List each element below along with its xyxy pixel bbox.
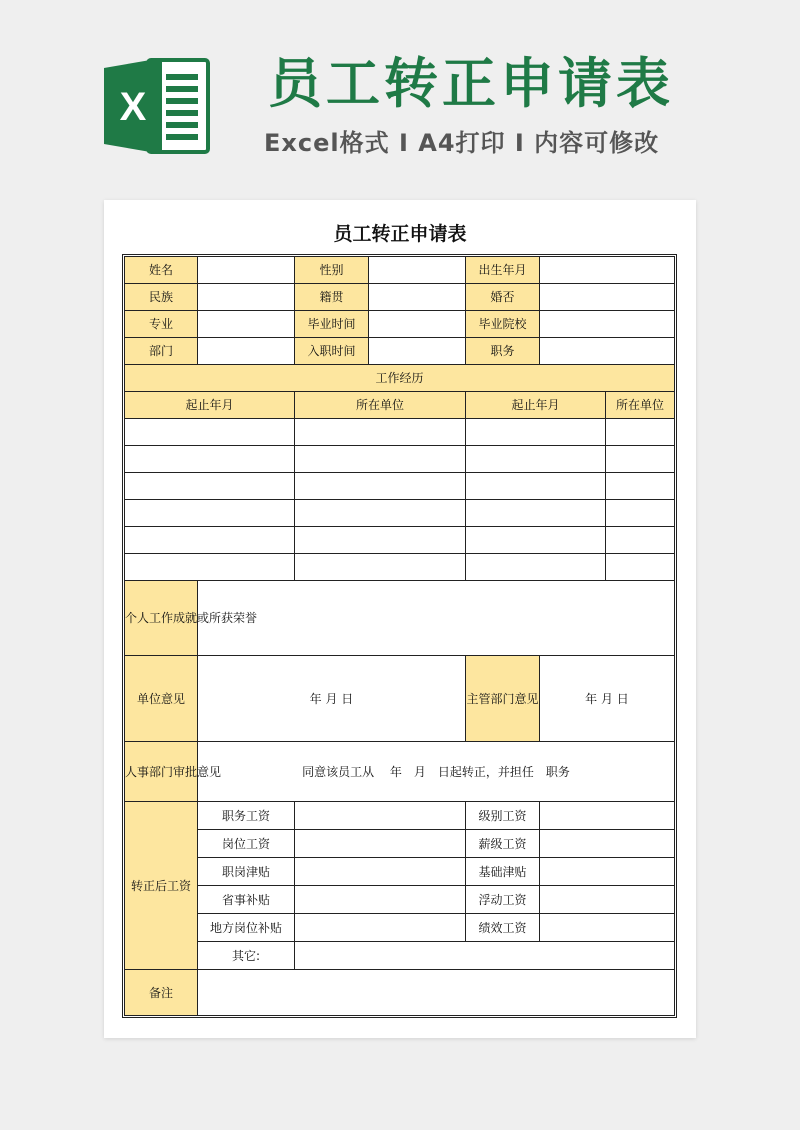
work-cell[interactable]	[125, 527, 295, 554]
work-cell[interactable]	[466, 473, 606, 500]
table-row	[125, 473, 675, 500]
name-label: 姓名	[125, 257, 198, 284]
period-column-2: 起止年月	[466, 392, 606, 419]
salary-item-label: 省事补贴	[198, 886, 295, 914]
table-row	[125, 500, 675, 527]
position-input[interactable]	[540, 338, 675, 365]
salary-item-label: 岗位工资	[198, 830, 295, 858]
hire-date-label: 入职时间	[295, 338, 369, 365]
work-cell[interactable]	[295, 554, 466, 581]
supervisor-opinion-date[interactable]: 年 月 日	[540, 656, 675, 742]
work-cell[interactable]	[466, 554, 606, 581]
achievement-input[interactable]	[198, 581, 675, 656]
work-cell[interactable]	[125, 473, 295, 500]
salary-row	[125, 914, 675, 942]
period-column-1: 起止年月	[125, 392, 295, 419]
work-history-title: 工作经历	[125, 365, 675, 392]
work-cell[interactable]	[295, 473, 466, 500]
work-cell[interactable]	[606, 500, 675, 527]
achievement-label: 个人工作成就或所获荣誉	[125, 581, 198, 656]
hometown-label: 籍贯	[295, 284, 369, 311]
salary-item-label: 基础津贴	[466, 858, 540, 886]
table-row	[125, 554, 675, 581]
basic-row	[125, 257, 675, 284]
banner-subtitle: Excel格式 I A4打印 I 内容可修改	[264, 129, 660, 157]
banner-title: 员工转正申请表	[268, 52, 674, 115]
work-cell[interactable]	[295, 419, 466, 446]
salary-other-label: 其它:	[198, 942, 295, 970]
ethnicity-label: 民族	[125, 284, 198, 311]
basic-row	[125, 338, 675, 365]
work-cell[interactable]	[606, 446, 675, 473]
graduation-time-input[interactable]	[369, 311, 466, 338]
department-input[interactable]	[198, 338, 295, 365]
supervisor-opinion-label: 主管部门意见	[466, 656, 540, 742]
salary-row	[125, 830, 675, 858]
form-table-wrapper	[124, 256, 675, 1016]
work-cell[interactable]	[295, 446, 466, 473]
department-label: 部门	[125, 338, 198, 365]
birth-label: 出生年月	[466, 257, 540, 284]
unit-opinion-label: 单位意见	[125, 656, 198, 742]
remark-row	[125, 970, 675, 1016]
banner	[0, 0, 800, 200]
hire-date-input[interactable]	[369, 338, 466, 365]
birth-input[interactable]	[540, 257, 675, 284]
salary-value[interactable]	[295, 802, 466, 830]
gender-label: 性别	[295, 257, 369, 284]
excel-logo-letter: X	[119, 85, 147, 129]
work-cell[interactable]	[606, 419, 675, 446]
school-label: 毕业院校	[466, 311, 540, 338]
work-cell[interactable]	[295, 500, 466, 527]
remark-label: 备注	[125, 970, 198, 1016]
salary-value[interactable]	[540, 802, 675, 830]
employer-column-1: 所在单位	[295, 392, 466, 419]
hr-approval-label: 人事部门审批意见	[125, 742, 198, 802]
hometown-input[interactable]	[369, 284, 466, 311]
work-cell[interactable]	[466, 527, 606, 554]
employer-column-2: 所在单位	[606, 392, 675, 419]
achievement-row	[125, 581, 675, 656]
work-cell[interactable]	[606, 473, 675, 500]
salary-value[interactable]	[295, 830, 466, 858]
salary-other-value[interactable]	[295, 942, 675, 970]
major-label: 专业	[125, 311, 198, 338]
work-cell[interactable]	[125, 500, 295, 527]
salary-value[interactable]	[540, 858, 675, 886]
work-cell[interactable]	[125, 446, 295, 473]
table-row	[125, 527, 675, 554]
basic-row	[125, 284, 675, 311]
salary-value[interactable]	[540, 830, 675, 858]
remark-input[interactable]	[198, 970, 675, 1016]
school-input[interactable]	[540, 311, 675, 338]
ethnicity-input[interactable]	[198, 284, 295, 311]
work-cell[interactable]	[606, 527, 675, 554]
marital-input[interactable]	[540, 284, 675, 311]
salary-row	[125, 802, 675, 830]
work-cell[interactable]	[466, 419, 606, 446]
work-cell[interactable]	[606, 554, 675, 581]
work-history-columns	[125, 392, 675, 419]
salary-item-label: 地方岗位补贴	[198, 914, 295, 942]
work-cell[interactable]	[466, 500, 606, 527]
salary-value[interactable]	[540, 886, 675, 914]
unit-opinion-date[interactable]: 年 月 日	[198, 656, 466, 742]
hr-approval-text[interactable]: 同意该员工从 年 月 日起转正，并担任 职务	[198, 742, 675, 802]
work-cell[interactable]	[295, 527, 466, 554]
salary-item-label: 浮动工资	[466, 886, 540, 914]
name-input[interactable]	[198, 257, 295, 284]
salary-item-label: 绩效工资	[466, 914, 540, 942]
salary-value[interactable]	[295, 886, 466, 914]
work-cell[interactable]	[125, 554, 295, 581]
salary-row	[125, 942, 675, 970]
excel-logo-icon	[104, 54, 212, 158]
graduation-time-label: 毕业时间	[295, 311, 369, 338]
salary-row	[125, 886, 675, 914]
position-label: 职务	[466, 338, 540, 365]
form-title: 员工转正申请表	[333, 223, 467, 245]
gender-input[interactable]	[369, 257, 466, 284]
table-row	[125, 419, 675, 446]
form-table	[124, 256, 675, 1016]
hr-row	[125, 742, 675, 802]
salary-item-label: 职务工资	[198, 802, 295, 830]
form-sheet	[104, 200, 696, 1038]
major-input[interactable]	[198, 311, 295, 338]
salary-value[interactable]	[295, 914, 466, 942]
salary-item-label: 职岗津贴	[198, 858, 295, 886]
table-row	[125, 446, 675, 473]
salary-value[interactable]	[540, 914, 675, 942]
basic-row	[125, 311, 675, 338]
marital-label: 婚否	[466, 284, 540, 311]
salary-value[interactable]	[295, 858, 466, 886]
opinion-row	[125, 656, 675, 742]
work-cell[interactable]	[466, 446, 606, 473]
salary-row	[125, 858, 675, 886]
salary-item-label: 级别工资	[466, 802, 540, 830]
work-history-header	[125, 365, 675, 392]
work-cell[interactable]	[125, 419, 295, 446]
salary-label: 转正后工资	[125, 802, 198, 970]
salary-item-label: 薪级工资	[466, 830, 540, 858]
